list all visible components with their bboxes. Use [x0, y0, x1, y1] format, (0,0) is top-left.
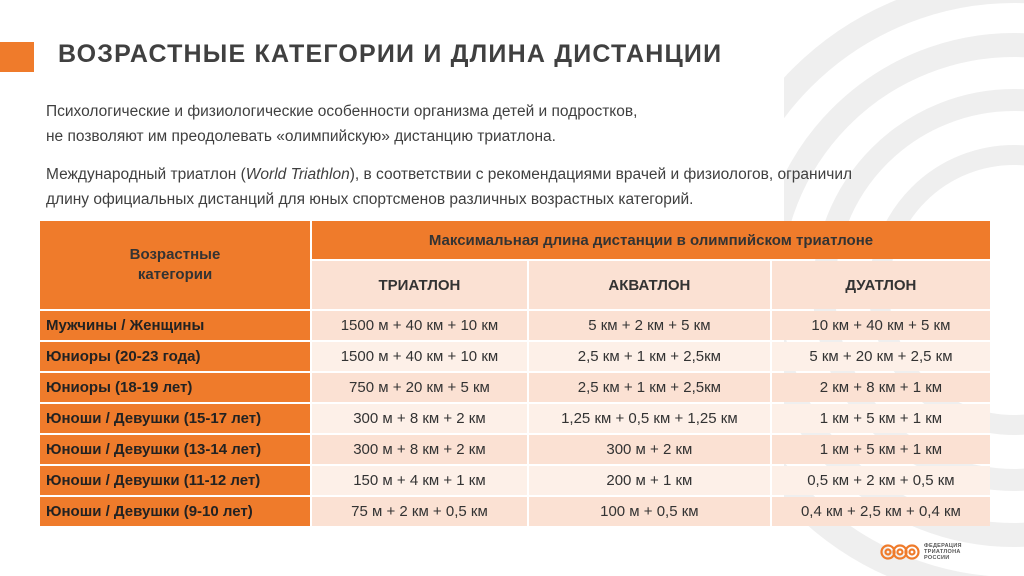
duathlon-distance: 1 км + 5 км + 1 км	[772, 404, 990, 433]
federation-logo	[880, 538, 1000, 566]
table-row	[40, 404, 990, 433]
duathlon-distance: 2 км + 8 км + 1 км	[772, 373, 990, 402]
aquathlon-distance: 300 м + 2 км	[529, 435, 770, 464]
paragraph-text-before: Международный триатлон (	[46, 166, 246, 183]
table-row	[40, 497, 990, 526]
triathlon-distance: 150 м + 4 км + 1 км	[312, 466, 527, 495]
triathlon-distance: 750 м + 20 км + 5 км	[312, 373, 527, 402]
column-header-aquathlon: АКВАТЛОН	[529, 261, 770, 309]
page-title: ВОЗРАСТНЫЕ КАТЕГОРИИ И ДЛИНА ДИСТАНЦИИ	[58, 40, 723, 68]
max-distance-header: Максимальная длина дистанции в олимпийском триатлоне	[312, 221, 990, 259]
triathlon-distance: 300 м + 8 км + 2 км	[312, 435, 527, 464]
category-label: Юноши / Девушки (9-10 лет)	[40, 497, 310, 526]
aquathlon-distance: 200 м + 1 км	[529, 466, 770, 495]
aquathlon-distance: 5 км + 2 км + 5 км	[529, 311, 770, 340]
category-label: Юниоры (18-19 лет)	[40, 373, 310, 402]
triathlon-distance: 1500 м + 40 км + 10 км	[312, 311, 527, 340]
category-label: Юноши / Девушки (13-14 лет)	[40, 435, 310, 464]
aquathlon-distance: 2,5 км + 1 км + 2,5км	[529, 373, 770, 402]
column-header-triathlon: ТРИАТЛОН	[312, 261, 527, 309]
category-label: Юниоры (20-23 года)	[40, 342, 310, 371]
category-label: Мужчины / Женщины	[40, 311, 310, 340]
category-label: Юноши / Девушки (15-17 лет)	[40, 404, 310, 433]
table-row	[40, 435, 990, 464]
intro-line-2: не позволяют им преодолевать «олимпийскую» дистанцию триатлона.	[46, 128, 556, 145]
triathlon-distance: 300 м + 8 км + 2 км	[312, 404, 527, 433]
aquathlon-distance: 1,25 км + 0,5 км + 1,25 км	[529, 404, 770, 433]
table-row	[40, 311, 990, 340]
paragraph-line-2: длину официальных дистанций для юных спортсменов различных возрастных категорий.	[46, 191, 694, 208]
aquathlon-distance: 2,5 км + 1 км + 2,5км	[529, 342, 770, 371]
table-row	[40, 342, 990, 371]
age-category-header	[40, 221, 310, 309]
column-header-duathlon: ДУАТЛОН	[772, 261, 990, 309]
world-triathlon-paragraph	[46, 162, 852, 212]
triathlon-distance: 1500 м + 40 км + 10 км	[312, 342, 527, 371]
duathlon-distance: 0,4 км + 2,5 км + 0,4 км	[772, 497, 990, 526]
age-header-line-1: Возрастные	[129, 246, 221, 263]
duathlon-distance: 5 км + 20 км + 2,5 км	[772, 342, 990, 371]
logo-text-line-2: ТРИАТЛОНА	[924, 549, 961, 555]
duathlon-distance: 10 км + 40 км + 5 км	[772, 311, 990, 340]
table-row	[40, 466, 990, 495]
duathlon-distance: 0,5 км + 2 км + 0,5 км	[772, 466, 990, 495]
title-accent-bar	[0, 42, 34, 72]
paragraph-text-after: ), в соответствии с рекомендациями врачей и физиологов, ограничил	[349, 166, 853, 183]
logo-text-line-1: ФЕДЕРАЦИЯ	[924, 543, 962, 549]
duathlon-distance: 1 км + 5 км + 1 км	[772, 435, 990, 464]
logo-text-line-3: РОССИИ	[924, 555, 950, 561]
world-triathlon-name: World Triathlon	[245, 166, 350, 183]
intro-paragraph	[46, 99, 637, 149]
paragraph-line-1	[46, 162, 852, 187]
age-header-line-2: категории	[137, 266, 213, 283]
logo-text	[924, 543, 962, 561]
triathlon-distance: 75 м + 2 км + 0,5 км	[312, 497, 527, 526]
triathlon-federation-logo-icon	[880, 541, 920, 563]
category-label: Юноши / Девушки (11-12 лет)	[40, 466, 310, 495]
distance-table	[38, 219, 992, 528]
aquathlon-distance: 100 м + 0,5 км	[529, 497, 770, 526]
table-row	[40, 373, 990, 402]
intro-line-1: Психологические и физиологические особенности организма детей и подростков,	[46, 103, 638, 120]
